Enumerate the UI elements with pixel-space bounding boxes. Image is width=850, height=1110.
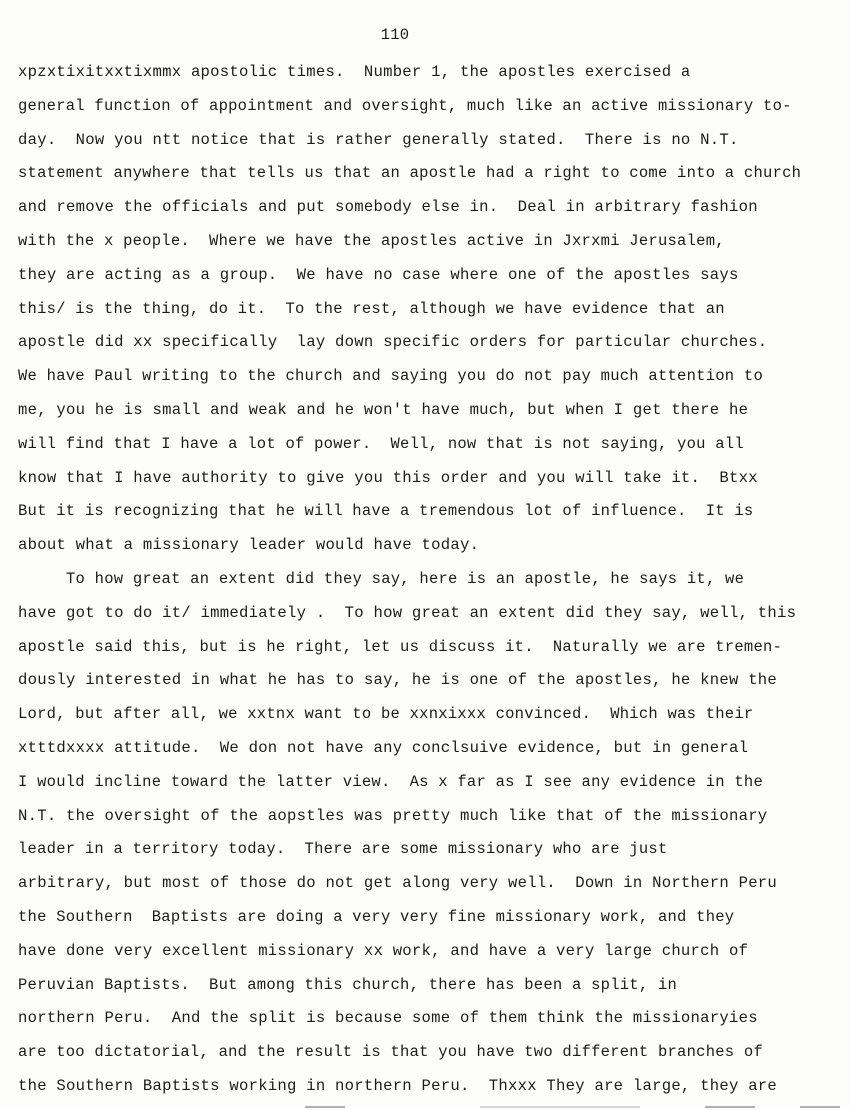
text-line: they are acting as a group. We have no case where one of the apostles says [18, 265, 739, 284]
text-body [18, 56, 848, 1104]
text-line: arbitrary, but most of those do not get along very well. Down in Northern Peru [18, 874, 778, 893]
text-line: xtttdxxxx attitude. We don not have any conclsuive evidence, but in general [18, 738, 749, 757]
text-line: leader in a territory today. There are some missionary who are just [18, 840, 668, 859]
text-line: about what a missionary leader would have today. [18, 536, 480, 555]
text-line: statement anywhere that tells us that an apostle had a right to come into a church [18, 164, 802, 183]
text-line: But it is recognizing that he will have a tremendous lot of influence. It is [18, 502, 754, 521]
text-line: have got to do it/ immediately . To how great an extent did they say, well, this [18, 603, 797, 622]
text-line: xpzxtixitxxtixmmx apostolic times. Number 1, the apostles exercised a [18, 63, 691, 81]
scan-mark [305, 1106, 345, 1108]
text-line: apostle did xx specifically lay down specific orders for particular churches. [18, 333, 768, 352]
text-line: with the x people. Where we have the apostles active in Jxrxmi Jerusalem, [18, 231, 725, 250]
text-line: this/ is the thing, do it. To the rest, although we have evidence that an [18, 299, 725, 318]
text-line: I would incline toward the latter view. As x far as I see any evidence in the [18, 772, 764, 791]
scan-mark [480, 1106, 640, 1108]
text-line: N.T. the oversight of the aopstles was pretty much like that of the missionary [18, 806, 768, 825]
text-line: have done very excellent missionary xx work, and have a very large church of [18, 941, 749, 960]
text-line: dously interested in what he has to say, he is one of the apostles, he knew the [18, 671, 778, 690]
text-line: general function of appointment and oversight, much like an active missionary to- [18, 96, 792, 115]
page-number: 110 [380, 26, 410, 44]
text-line: day. Now you ntt notice that is rather generally stated. There is no N.T. [18, 130, 739, 149]
scan-mark [705, 1106, 755, 1108]
text-line: will find that I have a lot of power. Well, now that is not saying, you all [18, 434, 744, 453]
text-line: know that I have authority to give you this order and you will take it. Btxx [18, 468, 758, 487]
text-line: and remove the officials and put somebody else in. Deal in arbitrary fashion [18, 198, 758, 217]
text-line: me, you he is small and weak and he won't have much, but when I get there he [18, 400, 749, 419]
text-line: Peruvian Baptists. But among this church, there has been a split, in [18, 975, 678, 994]
text-line-paragraph-start: To how great an extent did they say, here is an apostle, he says it, we [66, 569, 745, 588]
text-line: Lord, but after all, we xxtnx want to be xxnxixxx convinced. Which was their [18, 705, 754, 724]
text-line: the Southern Baptists are doing a very very fine missionary work, and they [18, 907, 735, 926]
scan-mark [800, 1106, 840, 1108]
text-line: the Southern Baptists working in northern Peru. Thxxx They are large, they are [18, 1076, 778, 1095]
text-line: northern Peru. And the split is because some of them think the missionaryies [18, 1009, 758, 1028]
text-line: apostle said this, but is he right, let us discuss it. Naturally we are tremen- [18, 637, 783, 656]
scan-edge-marks [0, 1100, 850, 1110]
text-line: are too dictatorial, and the result is that you have two different branches of [18, 1043, 764, 1062]
text-line: We have Paul writing to the church and saying you do not pay much attention to [18, 367, 764, 386]
